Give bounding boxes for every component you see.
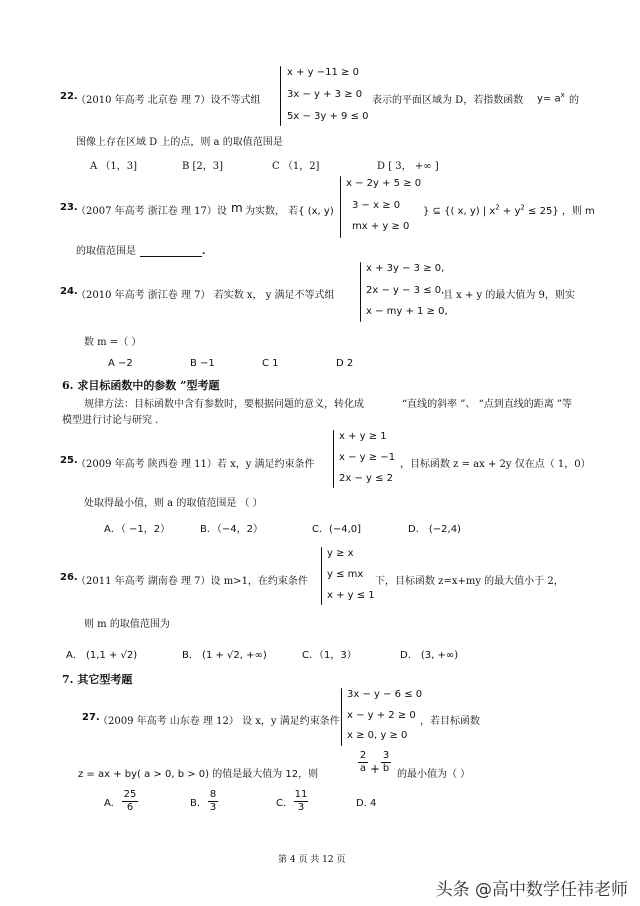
q22-sys-3: 5x − 3y + 9 ≤ 0 (287, 111, 369, 122)
q27-source: （2009 年高考 山东卷 理 12） 设 x，y 满足约束条件 (98, 716, 340, 727)
section-7-heading: 7. 其它型考题 (62, 673, 133, 686)
q27-option-b-label: B. (190, 798, 201, 809)
q26-sys-1: y ≥ x (327, 548, 354, 559)
q27-brace (341, 688, 342, 746)
q27-frac-plus: + (370, 762, 381, 776)
q27-fraction-3-over-b: 3 b (382, 750, 390, 774)
q23-var-m: m (231, 201, 243, 215)
q22-mid: 表示的平面区域为 D，若指数函数 (372, 95, 524, 106)
q27-number: 27. (82, 712, 100, 723)
q22-number: 22. (60, 91, 78, 102)
q27-fraction-2-over-a: 2 a (359, 750, 367, 774)
q25-option-d: D． (−2,4) (408, 524, 461, 535)
q26-tail: 下，目标函数 z=x+my 的最大值小于 2， (375, 576, 564, 587)
q23-source: （2007 年高考 浙江卷 理 17）设 (76, 206, 227, 217)
q26-option-b: B． (1 + √2, +∞) (182, 650, 267, 661)
q25-option-a: A．（ −1，2） (104, 524, 171, 535)
q22-option-c: C （1，2] (272, 161, 320, 172)
q24-brace (360, 262, 361, 322)
q23-text: 为实数， 若{ (x, y) (245, 206, 334, 217)
q22-line2: 图像上存在区域 D 上的点，则 a 的取值范围是 (76, 137, 283, 148)
q26-number: 26. (60, 572, 78, 583)
section-6-quote: “直线的斜率 ”、 “点到直线的距离 ”等 (402, 399, 572, 410)
q26-option-c: C．（1，3） (302, 650, 357, 661)
q24-option-d: D 2 (336, 358, 354, 369)
q24-sys-2: 2x − y − 3 ≤ 0, (366, 285, 445, 296)
q24-sys-3: x − my + 1 ≥ 0, (366, 306, 448, 317)
q22-source: （2010 年高考 北京卷 理 7）设不等式组 (76, 95, 261, 106)
section-6-desc-2: 模型进行讨论与研究 . (62, 415, 159, 426)
watermark: 头条 @高中数学任祎老师 (435, 880, 628, 900)
q26-option-a: A． (1,1 + √2) (66, 650, 138, 661)
q27-line2-left: z = ax + by( a > 0, b > 0) 的值是最大值为 12，则 (78, 769, 319, 780)
q24-sys-1: x + 3y − 3 ≥ 0, (366, 263, 445, 274)
q25-option-c: C．(−4,0] (312, 524, 362, 535)
q25-brace (333, 430, 334, 488)
q27-tail: ，若目标函数 (420, 716, 480, 727)
q23-number: 23. (60, 202, 78, 213)
q26-option-d: D． (3, +∞) (400, 650, 459, 661)
q25-option-b: B．（−4，2） (200, 524, 263, 535)
q27-sys-3: x ≥ 0, y ≥ 0 (347, 730, 408, 741)
q25-tail: ，目标函数 z = ax + 2y 仅在点（ 1，0） (400, 459, 591, 470)
q23-line2: 的取值范围是 . (76, 246, 206, 257)
q24-source: （2010 年高考 浙江卷 理 7） 若实数 x， y 满足不等式组 (76, 290, 335, 301)
q27-sys-2: x − y + 2 ≥ 0 (347, 710, 416, 721)
q25-sys-1: x + y ≥ 1 (339, 431, 387, 442)
section-6-heading: 6. 求目标函数中的参数 ”型考题 (62, 379, 220, 392)
q24-option-c: C 1 (262, 358, 279, 369)
q25-source: （2009 年高考 陕西卷 理 11）若 x，y 满足约束条件 (76, 459, 315, 470)
q25-line2: 处取得最小值，则 a 的取值范围是 （ ） (84, 498, 263, 509)
section-6-desc-1: 规律方法：目标函数中含有参数时，要根据问题的意义，转化成 (84, 399, 364, 410)
q27-line2-right: 的最小值为（ ） (397, 769, 471, 780)
q27-option-d: D. 4 (356, 798, 377, 809)
q24-number: 24. (60, 286, 78, 297)
q26-line2: 则 m 的取值范围为 (84, 619, 170, 630)
q27-sys-1: 3x − y − 6 ≤ 0 (347, 689, 423, 700)
q25-sys-3: 2x − y ≤ 2 (339, 473, 394, 484)
q23-brace (340, 176, 341, 238)
q23-sys-3: mx + y ≥ 0 (352, 221, 410, 232)
q26-brace (321, 547, 322, 605)
q24-option-b: B −1 (190, 358, 215, 369)
q27-option-a-label: A. (104, 798, 114, 809)
q23-sys-2: 3 − x ≥ 0 (352, 200, 401, 211)
q25-number: 25. (60, 455, 78, 466)
q24-tail: 且 x + y 的最大值为 9，则实 (443, 290, 575, 301)
q24-line2: 数 m =（ ） (84, 337, 142, 348)
q24-option-a: A −2 (108, 358, 133, 369)
q26-sys-3: x + y ≤ 1 (327, 590, 375, 601)
q22-func: $y= a^x$ (537, 91, 565, 105)
q23-sys-1: x − 2y + 5 ≥ 0 (346, 178, 422, 189)
q25-sys-2: x − y ≥ −1 (339, 452, 396, 463)
q26-sys-2: y ≤ mx (327, 569, 364, 580)
q27-option-b-fraction: 8 3 (209, 789, 217, 813)
q22-option-d: D [ 3， +∞ ] (377, 161, 439, 172)
q22-sys-1: x + y −11 ≥ 0 (287, 67, 359, 78)
q22-sys-2: 3x − y + 3 ≥ 0 (287, 89, 363, 100)
q26-source: （2011 年高考 湖南卷 理 7）设 m>1，在约束条件 (76, 576, 308, 587)
q27-option-c-label: C. (276, 798, 287, 809)
q23-answer-blank[interactable] (140, 256, 202, 257)
q22-func-tail: 的 (569, 95, 579, 106)
q23-set-right: } ⊆ {( x, y) | $x^2 + y^2 \le 25$} ，则 m (423, 203, 595, 217)
q22-option-a: A （1，3] (90, 161, 138, 172)
q27-option-c-fraction: 11 3 (294, 789, 308, 813)
q22-brace (280, 66, 281, 126)
page-footer: 第 4 页 共 12 页 (278, 855, 346, 865)
q27-option-a-fraction: 25 6 (123, 789, 137, 813)
q22-option-b: B [2，3] (182, 161, 224, 172)
